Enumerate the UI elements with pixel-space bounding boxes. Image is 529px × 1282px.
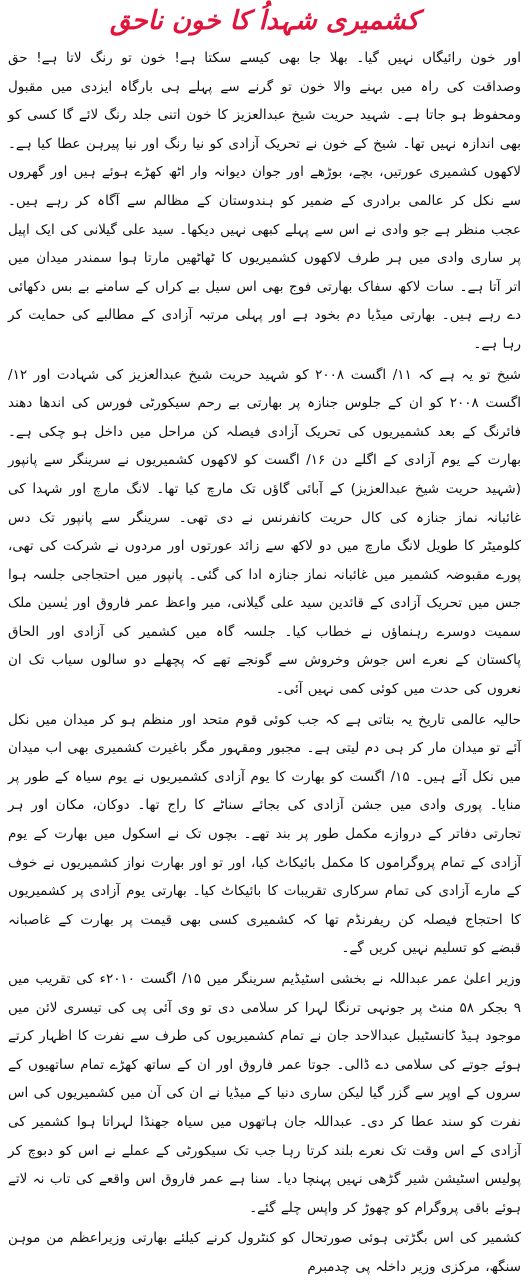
article-paragraph-2: شیخ تو یہ ہے کہ ۱۱/ اگست ۲۰۰۸ کو شہید حریت شیخ عبدالعزیز کی شہادت اور ۱۲/ اگست ۲۰۰۸ کو ان کے جلوس جنازہ پر بھارتی بے رحم سیکورٹی فورس کی اندھا دھند فائرنگ کے بعد کشمیریوں کی تحریک آزادی فیصلہ کن مراحل میں داخل ہو چکی ہے۔ بھارت کے یوم آزادی کے اگلے دن ۱۶/ اگست کو لاکھوں کشمیریوں نے سرینگر سے پانپور (شہید حریت شیخ عبدالعزیز) کے آبائی گاؤں تک مارچ کیا تھا۔ لانگ مارچ اور شہدا کی غائبانہ نماز جنازہ کی کال حریت کانفرنس نے دی تھی۔ سرینگر سے پانپور تک دس کلومیٹر کا طویل لانگ مارچ میں دو لاکھ سے زائد عورتوں اور مردوں نے شرکت کی تھی، پورے مقبوضہ کشمیر میں غائبانہ نماز جنازہ ادا کی گئی۔ پانپور میں احتجاجی جلسہ ہوا جس میں تحریک آزادی کے قائدین سید علی گیلانی، میر واعظ عمر فاروق اور یٰسین ملک سمیت دوسرے رہنماؤں نے خطاب کیا۔ جلسہ گاہ میں کشمیر کی آزادی اور الحاق پاکستان کے نعرے اس جوش وخروش سے گونجے تھے کہ پچھلے دو سالوں سیاب تک ان نعروں کی حدت میں کوئی کمی نہیں آئی۔ <box>8 366 521 698</box>
article-title: کشمیری شہداُ کا خون ناحق <box>109 6 420 36</box>
article-paragraph-1: اور خون رائیگاں نہیں گیا۔ بھلا جا بھی کیسے سکتا ہے! خون تو رنگ لاتا ہے! حق وصداقت کی راہ میں بہنے والا خون تو گرنے سے پہلے ہی بارگاہ ایزدی میں مقبول ومحفوظ ہو جاتا ہے۔ شہید حریت شیخ عبدالعزیز کا خون اتنی جلد رنگ لائے گا کسی کو بھی اندازہ نہیں تھا۔ شیخ کے خون نے تحریک آزادی کو نیا رنگ اور نیا پیرہن عطا کیا ہے۔ لاکھوں کشمیری عورتیں، بچے، بوڑھے اور جوان دیوانہ وار اٹھ کھڑے ہوئے ہیں اور گھروں سے نکل کر عالمی برادری کے ضمیر کو ہندوستان کے مظالم سے آگاہ کر رہے ہیں۔ عجب منظر ہے جو وادی نے اس سے پہلے کبھی نہیں دیکھا۔ سید علی گیلانی کی ایک اپیل پر ساری وادی میں ہر طرف لاکھوں کشمیریوں کا ٹھاٹھیں مارتا ہوا سمندر میدان میں اتر آتا ہے۔ سات لاکھ سفاک بھارتی فوج بھی اس سیل بے کراں کے سامنے بے بس دکھائی دے رہے ہیں۔ بھارتی میڈیا دم بخود ہے اور پہلی مرتبہ آزادی کے مطالبے کی حمایت کر رہا ہے۔ <box>8 50 521 352</box>
article-paragraph-4: وزیر اعلیٰ عمر عبداللہ نے بخشی اسٹیڈیم سرینگر میں ۱۵/ اگست ۲۰۱۰ء کی تقریب میں ۹ بجکر ۵۸ منٹ پر جونہی ترنگا لہرا کر سلامی دی تو وی آئی پی کی تیسری لائن میں موجود ہیڈ کانسٹیبل عبدالاحد جان نے تمام کشمیریوں کی طرف سے نفرت کا اظہار کرتے ہوئے جوتے کی سلامی دے ڈالی۔ جوتا عمر فاروق اور ان کے ساتھ کھڑے تمام ساتھیوں کے سروں کے اوپر سے گزر گیا لیکن ساری دنیا کے میڈیا نے ان کی آن میں کشمیریوں کی اس نفرت کو سند عطا کر دی۔ عبداللہ جان ہاتھوں میں سیاہ جھنڈا لہراتا ہوا کشمیر کی آزادی کے اس وقت تک نعرے بلند کرتا رہا جب تک سیکورٹی کے عملے نے اس کو دبوچ کر پولیس اسٹیشن شیر گڑھی نہیں پہنچا دیا۔ سنا ہے عمر فاروق اس واقعے کی تاب نہ لاتے ہوئے باقی پروگرام کو چھوڑ کر واپس چلے گئے۔ <box>8 971 522 1216</box>
article-paragraph-5: کشمیر کی اس بگڑتی ہوئی صورتحال کو کنٹرول کرنے کیلئے بھارتی وزیراعظم من موہن سنگھ، مرکزی وزیر داخلہ پی چدمبرم <box>8 1230 521 1275</box>
article-paragraph-3: حالیہ عالمی تاریخ یہ بتاتی ہے کہ جب کوئی قوم متحد اور منظم ہو کر میدان میں نکل آئے تو میدان مار کر ہی دم لیتی ہے۔ مجبور ومقہور مگر باغیرت کشمیری بھی اب میدان میں نکل آئے ہیں۔ ۱۵/ اگست کو بھارت کا یوم آزادی کشمیریوں نے یوم سیاہ کے طور پر منایا۔ پوری وادی میں جشن آزادی کی بجائے سناٹے کا راج تھا۔ دوکان، مکان اور ہر تجارتی دفاتر کے دروازے مکمل طور پر بند تھے۔ بچوں تک نے اسکول میں بھارت کے یوم آزادی کے تمام پروگراموں کا مکمل بائیکاٹ کیا، اور تو اور بھارت نواز کشمیریوں نے خوف کے مارے آزادی کی تمام سرکاری تقریبات کا بائیکاٹ کیا۔ بھارتی یوم آزادی پر کشمیریوں کا احتجاج فیصلہ کن ریفرنڈم تھا کہ کشمیری کسی بھی قیمت پر بھارت کے غاصبانہ قبضے کو تسلیم نہیں کریں گے۔ <box>8 711 521 957</box>
